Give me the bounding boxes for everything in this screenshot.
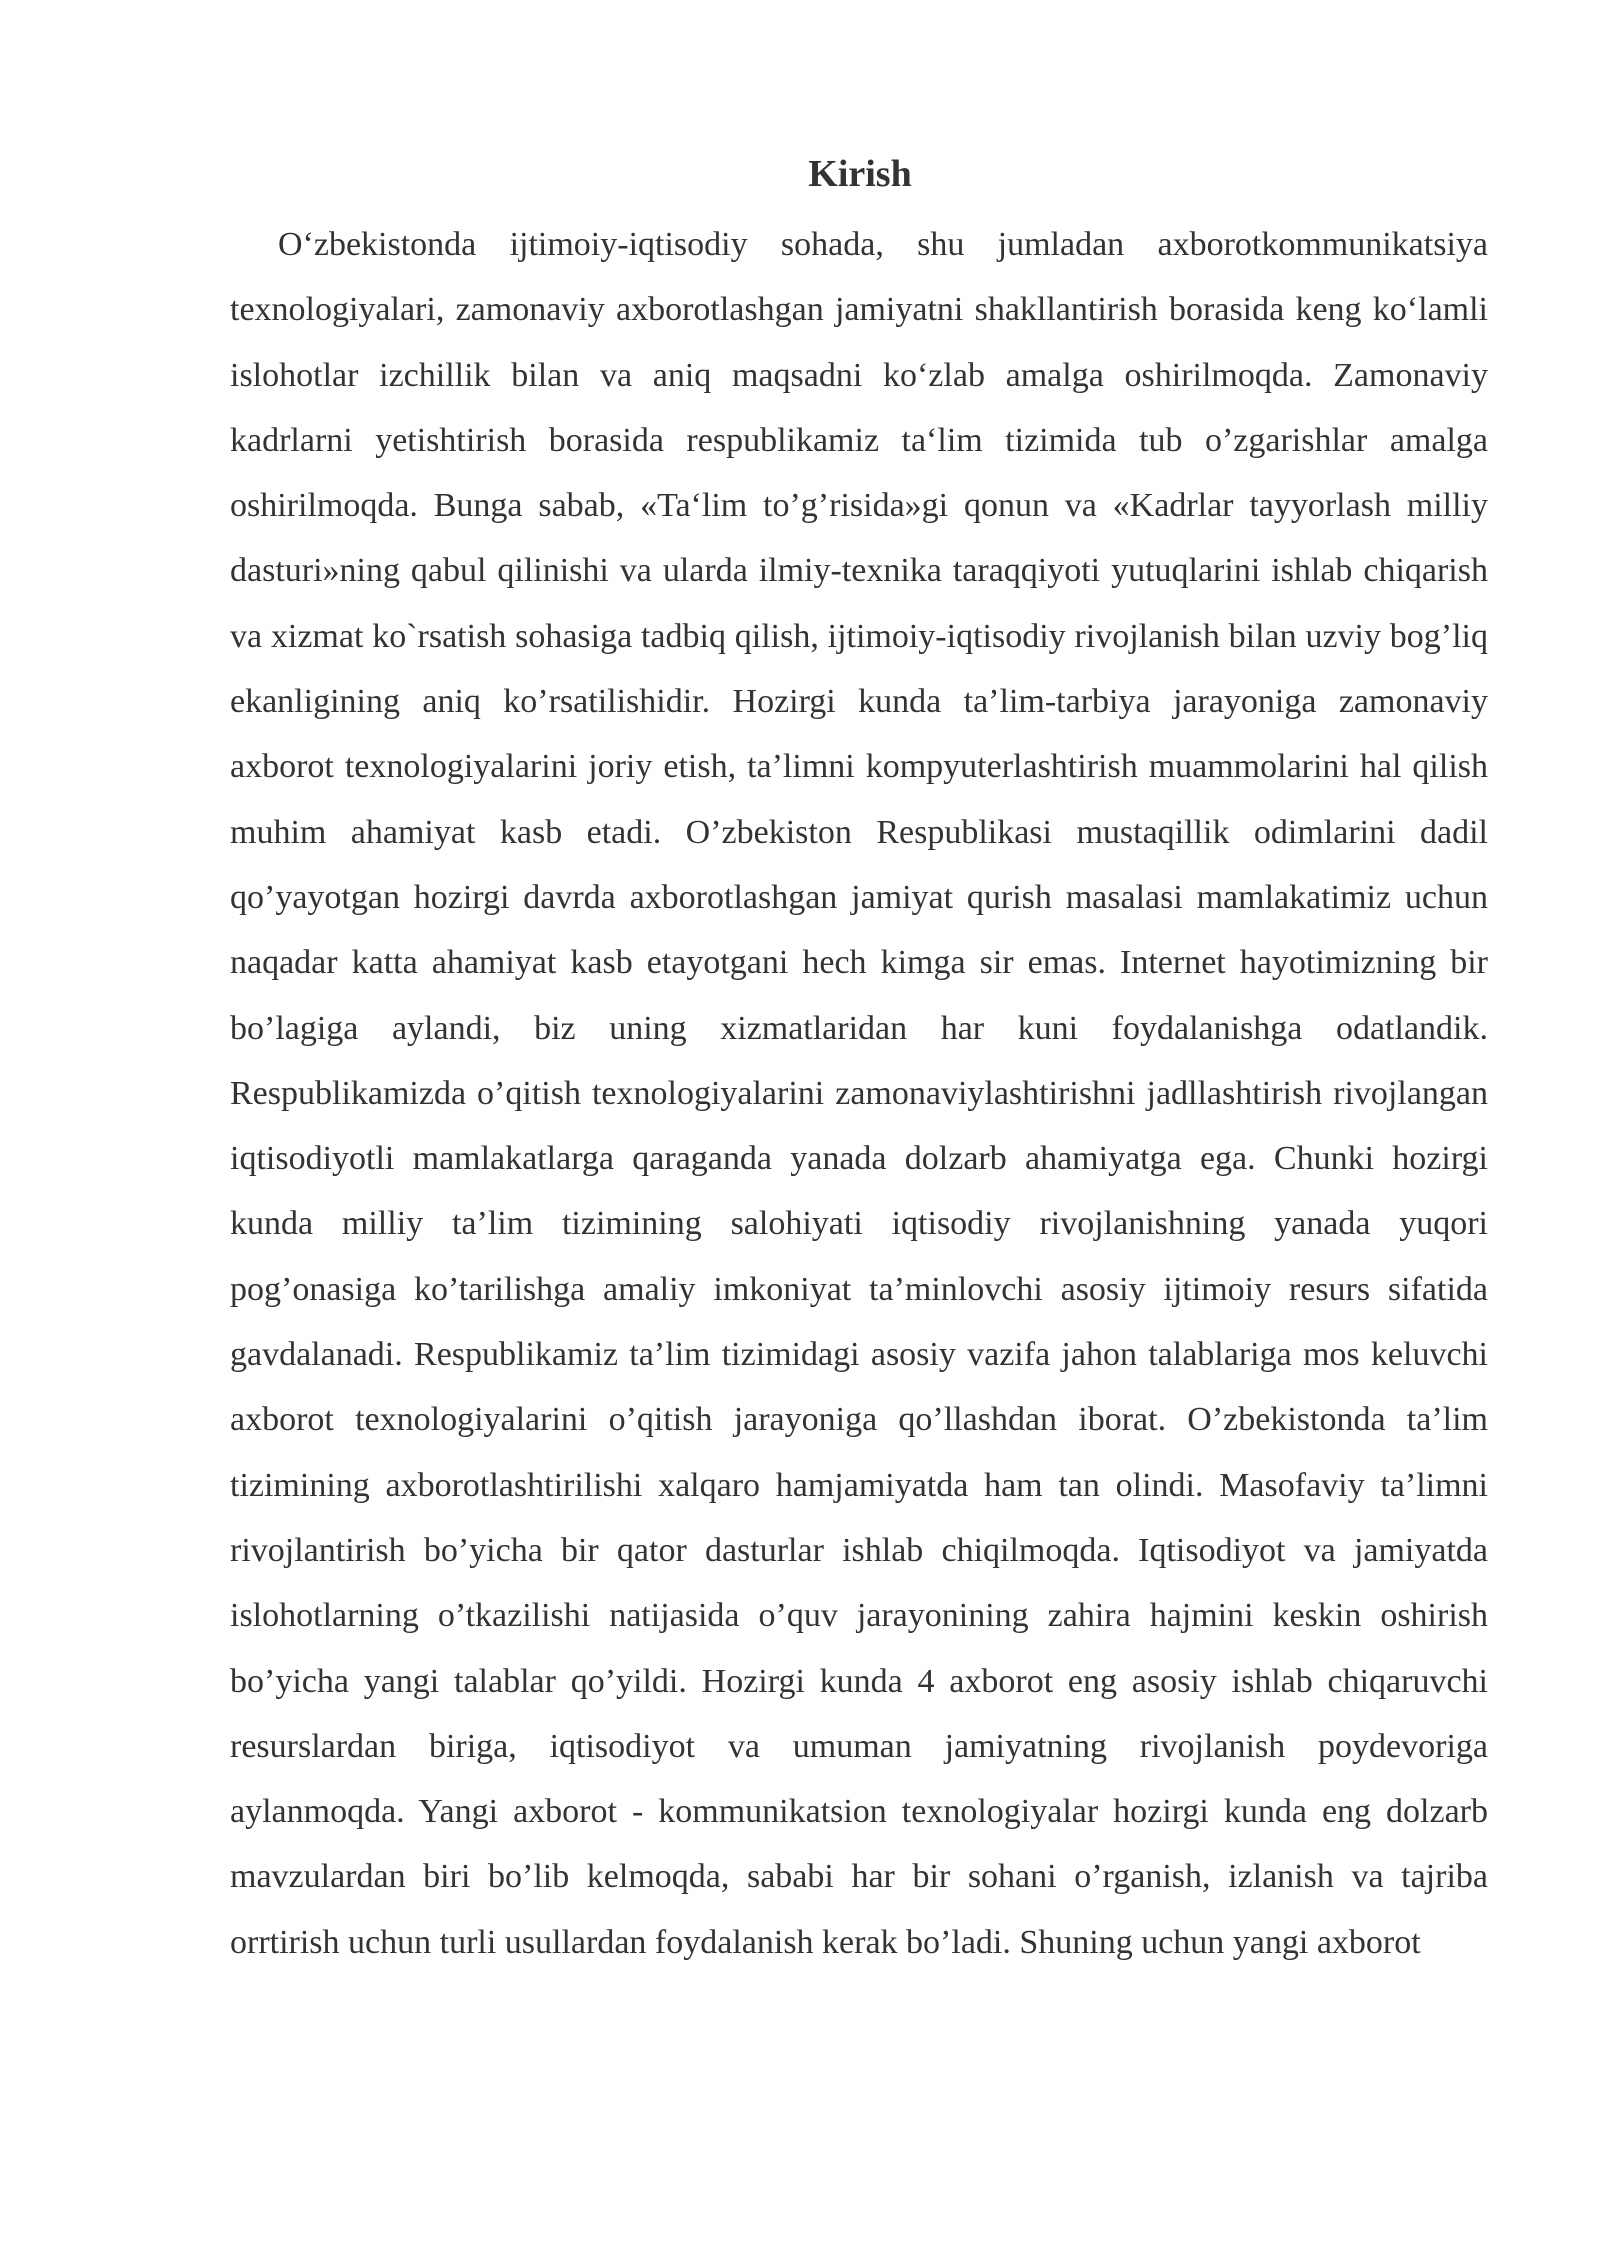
section-heading: Kirish [808, 153, 912, 195]
body-paragraph: O‘zbekistonda ijtimoiy-iqtisodiy sohada, shu jumladan axborotkommunikatsiya texnologiyalari, zamonaviy axborotlashgan jamiyatni shakllantirish borasida keng ko‘lamli islohotlar izchillik bilan va aniq maqsadni ko‘zlab amalga oshirilmoqda. Zamonaviy kadrlarni yetishtirish borasida respublikamiz ta‘lim tizimida tub o’zgarishlar amalga oshirilmoqda. Bunga sabab, «Ta‘lim to’g’risida»gi qonun va «Kadrlar tayyorlash milliy dasturi»ning qabul qilinishi va ularda ilmiy-texnika taraqqiyoti yutuqlarini ishlab chiqarish va xizmat ko`rsatish sohasiga tadbiq qilish, ijtimoiy-iqtisodiy rivojlanish bilan uzviy bog’liq ekanligining aniq ko’rsatilishidir. Hozirgi kunda ta’lim-tarbiya jarayoniga zamonaviy axborot texnologiyalarini joriy etish, ta’limni kompyuterlashtirish muammolarini hal qilish muhim ahamiyat kasb etadi. O’zbekiston Respublikasi mustaqillik odimlarini dadil qo’yayotgan hozirgi davrda axborotlashgan jamiyat qurish masalasi mamlakatimiz uchun naqadar katta ahamiyat kasb etayotgani hech kimga sir emas. Internet hayotimizning bir bo’lagiga aylandi, biz uning xizmatlaridan har kuni foydalanishga odatlandik. Respublikamizda o’qitish texnologiyalarini zamonaviylashtirishni jadllashtirish rivojlangan iqtisodiyotli mamlakatlarga qaraganda yanada dolzarb ahamiyatga ega. Chunki hozirgi kunda milliy ta’lim tizimining salohiyati iqtisodiy rivojlanishning yanada yuqori pog’onasiga ko’tarilishga amaliy imkoniyat ta’minlovchi asosiy ijtimoiy resurs sifatida gavdalanadi. Respublikamiz ta’lim tizimidagi asosiy vazifa jahon talablariga mos keluvchi axborot texnologiyalarini o’qitish jarayoniga qo’llashdan iborat. O’zbekistonda ta’lim tizimining axborotlashtirilishi xalqaro hamjamiyatda ham tan olindi. Masofaviy ta’limni rivojlantirish bo’yicha bir qator dasturlar ishlab chiqilmoqda. Iqtisodiyot va jamiyatda islohotlarning o’tkazilishi natijasida o’quv jarayonining zahira hajmini keskin oshirish bo’yicha yangi talablar qo’yildi. Hozirgi kunda 4 axborot eng asosiy ishlab chiqaruvchi resurslardan biriga, iqtisodiyot va umuman jamiyatning rivojlanish poydevoriga aylanmoqda. Yangi axborot - kommunikatsion texnologiyalar hozirgi kunda eng dolzarb mavzulardan biri bo’lib kelmoqda, sababi har bir sohani o’rganish, izlanish va tajriba orrtirish uchun turli usullardan foydalanish kerak bo’ladi. Shuning uchun yangi axborot [230, 226, 1488, 1961]
